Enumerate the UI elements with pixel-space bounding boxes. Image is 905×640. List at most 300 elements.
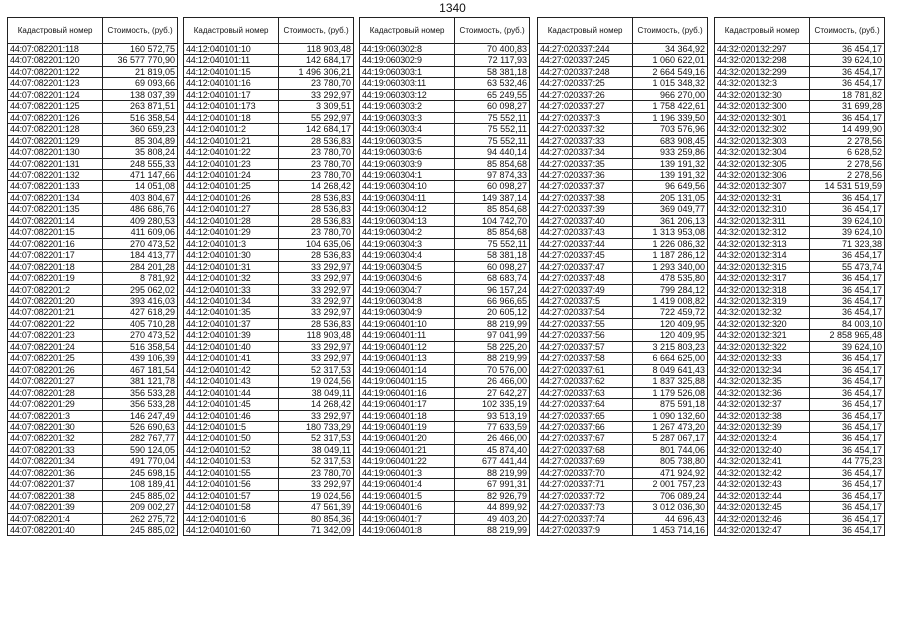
cost-cell: 245 885,02 [103, 490, 178, 501]
cost-cell: 35 808,24 [103, 147, 178, 158]
cadastral-number-cell: 44:12:040101:27 [184, 204, 279, 215]
table-row [715, 273, 885, 284]
cadastral-number-cell: 44:07:082201:126 [8, 112, 103, 123]
table-row [715, 467, 885, 478]
table-row [184, 169, 354, 180]
cadastral-number-cell: 44:07:082201:39 [8, 502, 103, 513]
cost-cell: 108 189,41 [103, 479, 178, 490]
cost-cell: 52 317,53 [279, 433, 354, 444]
cadastral-cost-table [7, 17, 178, 536]
cost-cell: 52 317,53 [279, 456, 354, 467]
table-row [360, 387, 530, 398]
table-row [184, 376, 354, 387]
cost-cell: 142 684,17 [279, 124, 354, 135]
cost-cell: 33 292,97 [279, 273, 354, 284]
table-row [715, 479, 885, 490]
cost-cell: 526 690,63 [103, 421, 178, 432]
cost-cell: 85 854,68 [455, 204, 530, 215]
cost-cell: 2 858 965,48 [810, 330, 885, 341]
cost-cell: 58 381,18 [455, 250, 530, 261]
cadastral-number-cell: 44:07:082201:17 [8, 250, 103, 261]
table-row [360, 502, 530, 513]
cost-cell: 45 874,40 [455, 444, 530, 455]
table-row [538, 410, 708, 421]
cadastral-number-cell: 44:12:040101:16 [184, 78, 279, 89]
cost-cell: 36 454,17 [810, 525, 885, 536]
cost-cell: 60 098,27 [455, 101, 530, 112]
cost-cell: 1 196 339,50 [633, 112, 708, 123]
cadastral-number-cell: 44:07:082201:24 [8, 341, 103, 352]
cadastral-number-cell: 44:27:020337:72 [538, 490, 633, 501]
cadastral-number-cell: 44:19:060401:17 [360, 399, 455, 410]
cadastral-number-cell: 44:07:082201:16 [8, 238, 103, 249]
table-row [8, 467, 178, 478]
cost-cell: 71 323,38 [810, 238, 885, 249]
table-row [360, 353, 530, 364]
cost-cell: 933 259,86 [633, 147, 708, 158]
table-row [8, 330, 178, 341]
table-row [715, 227, 885, 238]
table-row [184, 467, 354, 478]
cadastral-number-cell: 44:32:020132:3 [715, 78, 810, 89]
cost-cell: 84 003,10 [810, 318, 885, 329]
cadastral-number-cell: 44:32:020132:41 [715, 456, 810, 467]
table-row [715, 421, 885, 432]
cadastral-number-cell: 44:19:060401:8 [360, 525, 455, 536]
cadastral-number-cell: 44:07:082201:29 [8, 399, 103, 410]
table-row [360, 330, 530, 341]
cost-cell: 966 270,00 [633, 89, 708, 100]
cadastral-number-cell: 44:12:040101:56 [184, 479, 279, 490]
cost-cell: 65 249,55 [455, 89, 530, 100]
cost-cell: 58 225,20 [455, 341, 530, 352]
cadastral-number-cell: 44:07:082201:129 [8, 135, 103, 146]
cost-cell: 104 635,06 [279, 238, 354, 249]
table-row [538, 66, 708, 77]
cadastral-number-cell: 44:07:082201:130 [8, 147, 103, 158]
cadastral-number-cell: 44:27:020337:66 [538, 421, 633, 432]
table-row [538, 158, 708, 169]
cost-cell: 361 206,13 [633, 215, 708, 226]
table-row [715, 284, 885, 295]
table-row [8, 101, 178, 112]
cost-cell: 1 313 953,08 [633, 227, 708, 238]
cost-cell: 590 124,05 [103, 444, 178, 455]
cadastral-number-cell: 44:12:040101:35 [184, 307, 279, 318]
cost-cell: 58 381,18 [455, 66, 530, 77]
cadastral-number-cell: 44:32:020132:312 [715, 227, 810, 238]
cost-cell: 36 454,17 [810, 364, 885, 375]
cadastral-number-cell: 44:12:040101:33 [184, 284, 279, 295]
cadastral-number-cell: 44:27:020337:68 [538, 444, 633, 455]
cadastral-number-cell: 44:27:020337:63 [538, 387, 633, 398]
table-row [360, 89, 530, 100]
cadastral-number-cell: 44:19:060304:6 [360, 273, 455, 284]
cost-cell: 70 400,83 [455, 44, 530, 55]
cadastral-number-cell: 44:27:020337:44 [538, 238, 633, 249]
cost-cell: 205 131,05 [633, 192, 708, 203]
table-row [360, 181, 530, 192]
table-row [360, 44, 530, 55]
cadastral-number-cell: 44:07:082201:135 [8, 204, 103, 215]
cadastral-number-cell: 44:07:082201:125 [8, 101, 103, 112]
table-row [8, 490, 178, 501]
cadastral-number-cell: 44:12:040101:25 [184, 181, 279, 192]
cost-cell: 85 304,89 [103, 135, 178, 146]
table-row [360, 192, 530, 203]
table-row [360, 318, 530, 329]
cost-cell: 102 335,19 [455, 399, 530, 410]
cadastral-number-cell: 44:07:082201:134 [8, 192, 103, 203]
cadastral-number-cell: 44:32:020132:310 [715, 204, 810, 215]
table-row [538, 112, 708, 123]
table-row [8, 124, 178, 135]
cost-cell: 49 403,20 [455, 513, 530, 524]
cost-cell: 71 342,09 [279, 525, 354, 536]
cost-cell: 36 454,17 [810, 410, 885, 421]
cadastral-number-cell: 44:12:040101:50 [184, 433, 279, 444]
table-row [8, 44, 178, 55]
cost-cell: 1 837 325,88 [633, 376, 708, 387]
cost-cell: 27 642,27 [455, 387, 530, 398]
table-row [715, 387, 885, 398]
cadastral-number-cell: 44:32:020132:303 [715, 135, 810, 146]
cost-cell: 2 664 549,16 [633, 66, 708, 77]
cadastral-number-cell: 44:12:040101:31 [184, 261, 279, 272]
cost-cell: 36 454,17 [810, 44, 885, 55]
table-row [715, 433, 885, 444]
table-row [715, 215, 885, 226]
table-row [184, 192, 354, 203]
cadastral-number-cell: 44:19:060302:9 [360, 55, 455, 66]
cadastral-number-cell: 44:19:060304:11 [360, 192, 455, 203]
cadastral-number-cell: 44:07:082201:32 [8, 433, 103, 444]
table-row [360, 158, 530, 169]
table-row [184, 433, 354, 444]
table-row [715, 124, 885, 135]
cadastral-number-cell: 44:12:040101:29 [184, 227, 279, 238]
cadastral-number-cell: 44:19:060304:1 [360, 169, 455, 180]
table-row [8, 273, 178, 284]
table-row [538, 479, 708, 490]
cost-cell: 405 710,28 [103, 318, 178, 329]
cadastral-number-cell: 44:12:040101:37 [184, 318, 279, 329]
cadastral-number-cell: 44:32:020132:320 [715, 318, 810, 329]
table-row [184, 421, 354, 432]
table-row [538, 273, 708, 284]
cost-cell: 85 854,68 [455, 158, 530, 169]
cadastral-number-cell: 44:12:040101:15 [184, 66, 279, 77]
table-row [715, 101, 885, 112]
cadastral-number-cell: 44:19:060401:12 [360, 341, 455, 352]
cadastral-number-cell: 44:27:020337:70 [538, 467, 633, 478]
cadastral-number-cell: 44:07:082201:20 [8, 295, 103, 306]
table-row [360, 307, 530, 318]
cost-cell: 2 278,56 [810, 158, 885, 169]
cadastral-number-cell: 44:12:040101:53 [184, 456, 279, 467]
table-row [538, 55, 708, 66]
cost-cell: 33 292,97 [279, 479, 354, 490]
cost-cell: 28 536,83 [279, 215, 354, 226]
cost-cell: 28 536,83 [279, 135, 354, 146]
page-number: 1340 [439, 1, 466, 15]
cost-cell: 120 409,95 [633, 330, 708, 341]
cost-cell: 36 454,17 [810, 479, 885, 490]
cost-cell: 1 496 306,21 [279, 66, 354, 77]
cadastral-number-cell: 44:32:020132:40 [715, 444, 810, 455]
table-row [538, 307, 708, 318]
table-row [184, 158, 354, 169]
cadastral-number-cell: 44:12:040101:21 [184, 135, 279, 146]
cost-cell: 8 049 641,43 [633, 364, 708, 375]
table-row [360, 55, 530, 66]
cost-cell: 14 268,42 [279, 399, 354, 410]
cadastral-number-cell: 44:12:040101:26 [184, 192, 279, 203]
table-row [184, 330, 354, 341]
cost-cell: 1 293 340,00 [633, 261, 708, 272]
table-row [538, 318, 708, 329]
cost-cell: 36 454,17 [810, 433, 885, 444]
cost-cell: 36 454,17 [810, 513, 885, 524]
table-row [538, 490, 708, 501]
cadastral-number-cell: 44:19:060303:6 [360, 147, 455, 158]
cadastral-number-cell: 44:32:020132:304 [715, 147, 810, 158]
cost-cell: 8 781,92 [103, 273, 178, 284]
cost-cell: 55 292,97 [279, 112, 354, 123]
cost-cell: 52 317,53 [279, 364, 354, 375]
cadastral-number-cell: 44:19:060304:4 [360, 250, 455, 261]
cadastral-number-cell: 44:32:020132:44 [715, 490, 810, 501]
table-row [184, 387, 354, 398]
cadastral-number-cell: 44:32:020132:43 [715, 479, 810, 490]
table-row [184, 399, 354, 410]
cadastral-number-cell: 44:27:020337:61 [538, 364, 633, 375]
cost-cell: 160 572,75 [103, 44, 178, 55]
table-row [715, 456, 885, 467]
table-row [538, 330, 708, 341]
table-row [715, 78, 885, 89]
table-row [715, 399, 885, 410]
table-row [8, 66, 178, 77]
cost-cell: 248 555,33 [103, 158, 178, 169]
table-row [360, 399, 530, 410]
cadastral-number-cell: 44:19:060401:15 [360, 376, 455, 387]
cadastral-number-cell: 44:19:060401:18 [360, 410, 455, 421]
table-row [538, 444, 708, 455]
cadastral-number-cell: 44:19:060304:13 [360, 215, 455, 226]
cost-cell: 26 466,00 [455, 376, 530, 387]
cadastral-number-cell: 44:19:060401:21 [360, 444, 455, 455]
table-row [184, 112, 354, 123]
table-row [538, 525, 708, 536]
cadastral-number-cell: 44:27:020337:49 [538, 284, 633, 295]
cost-cell: 1 015 348,32 [633, 78, 708, 89]
table-row [715, 444, 885, 455]
table-row [715, 513, 885, 524]
cost-cell: 31 699,28 [810, 101, 885, 112]
cadastral-number-cell: 44:32:020132:32 [715, 307, 810, 318]
table-row [184, 124, 354, 135]
cadastral-number-cell: 44:12:040101:28 [184, 215, 279, 226]
cadastral-number-cell: 44:27:020337:71 [538, 479, 633, 490]
cadastral-number-cell: 44:12:040101:173 [184, 101, 279, 112]
cadastral-number-cell: 44:19:060401:7 [360, 513, 455, 524]
table-row [360, 513, 530, 524]
header-cadastral-number: Кадастровый номер [715, 18, 810, 44]
table-row [360, 490, 530, 501]
table-row [8, 227, 178, 238]
table-row [715, 330, 885, 341]
cost-cell: 180 733,29 [279, 421, 354, 432]
cost-cell: 18 781,82 [810, 89, 885, 100]
cadastral-number-cell: 44:07:082201:27 [8, 376, 103, 387]
cost-cell: 80 854,36 [279, 513, 354, 524]
table-row [8, 147, 178, 158]
cost-cell: 39 624,10 [810, 215, 885, 226]
table-row [360, 444, 530, 455]
cost-cell: 88 219,99 [455, 467, 530, 478]
cost-cell: 411 609,06 [103, 227, 178, 238]
cadastral-number-cell: 44:07:082201:122 [8, 66, 103, 77]
table-header-row [8, 18, 178, 44]
cost-cell: 1 758 422,61 [633, 101, 708, 112]
cadastral-number-cell: 44:19:060304:12 [360, 204, 455, 215]
cadastral-number-cell: 44:07:082201:36 [8, 467, 103, 478]
cost-cell: 706 089,24 [633, 490, 708, 501]
table-row [184, 250, 354, 261]
table-row [8, 158, 178, 169]
cadastral-cost-table [537, 17, 708, 536]
cost-cell: 36 454,17 [810, 192, 885, 203]
cost-cell: 36 454,17 [810, 295, 885, 306]
cadastral-number-cell: 44:27:020337:25 [538, 78, 633, 89]
cadastral-number-cell: 44:32:020132:298 [715, 55, 810, 66]
cadastral-number-cell: 44:27:020337:27 [538, 101, 633, 112]
table-row [538, 238, 708, 249]
cost-cell: 467 181,54 [103, 364, 178, 375]
cadastral-number-cell: 44:07:082201:19 [8, 273, 103, 284]
cadastral-number-cell: 44:19:060304:2 [360, 227, 455, 238]
table-row [360, 78, 530, 89]
table-row [184, 101, 354, 112]
cadastral-number-cell: 44:12:040101:58 [184, 502, 279, 513]
cost-cell: 60 098,27 [455, 181, 530, 192]
cost-cell: 471 147,66 [103, 169, 178, 180]
cadastral-number-cell: 44:32:020132:34 [715, 364, 810, 375]
table-row [8, 55, 178, 66]
cadastral-number-cell: 44:27:020337:37 [538, 181, 633, 192]
cost-cell: 19 024,56 [279, 490, 354, 501]
table-row [715, 44, 885, 55]
cost-cell: 28 536,83 [279, 250, 354, 261]
cadastral-number-cell: 44:19:060304:7 [360, 284, 455, 295]
table-row [360, 479, 530, 490]
cost-cell: 805 738,80 [633, 456, 708, 467]
cadastral-number-cell: 44:19:060303:1 [360, 66, 455, 77]
cadastral-number-cell: 44:07:082201:131 [8, 158, 103, 169]
table-row [184, 295, 354, 306]
table-row [360, 467, 530, 478]
cost-cell: 39 624,10 [810, 227, 885, 238]
table-row [715, 410, 885, 421]
cost-cell: 96 157,24 [455, 284, 530, 295]
cost-cell: 23 780,70 [279, 227, 354, 238]
header-cost: Стоимость, (руб.) [103, 18, 178, 44]
cost-cell: 36 454,17 [810, 376, 885, 387]
cadastral-number-cell: 44:12:040101:23 [184, 158, 279, 169]
cost-cell: 14 268,42 [279, 181, 354, 192]
cost-cell: 97 874,33 [455, 169, 530, 180]
table-row [715, 502, 885, 513]
cost-cell: 36 454,17 [810, 444, 885, 455]
cost-cell: 369 049,77 [633, 204, 708, 215]
cost-cell: 69 093,66 [103, 78, 178, 89]
cost-cell: 683 908,45 [633, 135, 708, 146]
cadastral-number-cell: 44:27:020337:54 [538, 307, 633, 318]
cost-cell: 3 012 036,30 [633, 502, 708, 513]
cost-cell: 118 903,48 [279, 44, 354, 55]
table-row [715, 376, 885, 387]
cadastral-number-cell: 44:27:020337:65 [538, 410, 633, 421]
cadastral-number-cell: 44:07:082201:2 [8, 284, 103, 295]
cadastral-number-cell: 44:12:040101:3 [184, 238, 279, 249]
table-row [360, 101, 530, 112]
cadastral-number-cell: 44:07:082201:33 [8, 444, 103, 455]
table-row [538, 101, 708, 112]
cost-cell: 63 532,46 [455, 78, 530, 89]
cadastral-number-cell: 44:12:040101:34 [184, 295, 279, 306]
table-row [8, 204, 178, 215]
cost-cell: 393 416,03 [103, 295, 178, 306]
cadastral-number-cell: 44:32:020132:307 [715, 181, 810, 192]
cost-cell: 471 924,92 [633, 467, 708, 478]
cost-cell: 36 454,17 [810, 250, 885, 261]
cadastral-number-cell: 44:19:060401:16 [360, 387, 455, 398]
cost-cell: 381 121,78 [103, 376, 178, 387]
cadastral-number-cell: 44:12:040101:42 [184, 364, 279, 375]
cadastral-number-cell: 44:07:082201:37 [8, 479, 103, 490]
cost-table-2 [183, 17, 354, 536]
table-row [360, 135, 530, 146]
cost-table-3 [359, 17, 530, 536]
cost-cell: 96 649,56 [633, 181, 708, 192]
cadastral-number-cell: 44:12:040101:41 [184, 353, 279, 364]
cadastral-number-cell: 44:12:040101:43 [184, 376, 279, 387]
cost-cell: 14 051,08 [103, 181, 178, 192]
table-row [8, 376, 178, 387]
cost-cell: 270 473,52 [103, 238, 178, 249]
cost-cell: 34 364,92 [633, 44, 708, 55]
table-row [8, 135, 178, 146]
table-row [184, 318, 354, 329]
cadastral-number-cell: 44:07:082201:28 [8, 387, 103, 398]
cadastral-number-cell: 44:19:060401:6 [360, 502, 455, 513]
cost-cell: 19 024,56 [279, 376, 354, 387]
cadastral-number-cell: 44:27:020337:62 [538, 376, 633, 387]
cadastral-number-cell: 44:32:020132:39 [715, 421, 810, 432]
table-row [8, 479, 178, 490]
table-row [538, 250, 708, 261]
cadastral-number-cell: 44:12:040101:30 [184, 250, 279, 261]
cadastral-number-cell: 44:07:082201:132 [8, 169, 103, 180]
table-row [715, 66, 885, 77]
table-row [184, 479, 354, 490]
cadastral-number-cell: 44:07:082201:26 [8, 364, 103, 375]
table-row [8, 112, 178, 123]
cost-cell: 26 466,00 [455, 433, 530, 444]
cadastral-number-cell: 44:12:040101:22 [184, 147, 279, 158]
cost-cell: 1 453 714,16 [633, 525, 708, 536]
